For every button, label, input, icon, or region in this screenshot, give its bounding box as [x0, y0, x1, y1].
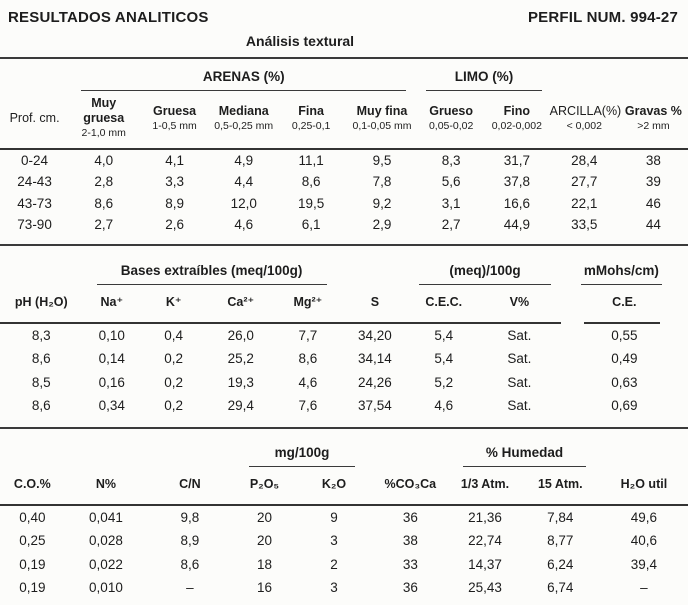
table-cell: 0,25	[19, 533, 46, 548]
table-cell: 8,6	[301, 174, 321, 189]
group-spacer	[0, 246, 83, 285]
table-cell: 14,37	[468, 556, 502, 572]
table-cell: 2,7	[94, 217, 114, 232]
table-cell: 19,3	[227, 374, 254, 390]
table-cell: 12,0	[230, 195, 257, 211]
chemical-analysis-table	[0, 246, 688, 418]
col-header-cn: C/N	[147, 467, 232, 506]
table-cell: 37,54	[358, 398, 392, 413]
table-cell: 0,63	[611, 374, 638, 390]
group-bases-extraibles	[83, 246, 341, 285]
table-cell: 5,2	[434, 374, 454, 390]
table-cell: 11,1	[298, 152, 324, 168]
table-row	[0, 530, 688, 554]
table-cell: Sat.	[507, 398, 532, 413]
col-header-s: S	[341, 285, 410, 324]
table-cell: 26,0	[227, 327, 254, 343]
table-cell: 4,6	[434, 398, 454, 413]
table-cell: 0,19	[19, 556, 46, 572]
group-limo-label: LIMO (%)	[426, 68, 541, 91]
table-cell: 20	[256, 533, 273, 548]
table-cell: 0,010	[89, 580, 123, 595]
group-spacer	[550, 59, 619, 91]
col-header-grueso: Grueso 0,05-0,02	[418, 91, 484, 150]
table-row	[0, 215, 688, 237]
table-cell: 0,2	[164, 351, 184, 366]
group-limo	[418, 59, 549, 91]
group-spacer	[371, 429, 449, 467]
col-header-h2o-util: H₂O util	[600, 467, 688, 506]
table-row	[0, 506, 688, 530]
table-cell: 0,028	[89, 533, 123, 548]
table-cell: 8,3	[441, 152, 461, 168]
table-cell: 37,8	[503, 174, 530, 189]
section-subtitle: Análisis textural	[245, 33, 355, 49]
table-cell: 39,4	[630, 556, 658, 572]
table-cell: 8,3	[31, 327, 51, 343]
table-cell: 0,10	[98, 327, 125, 343]
table3-body	[0, 506, 688, 600]
col-header-muy-gruesa: Muy gruesa 2-1,0 mm	[69, 91, 138, 150]
page-title: RESULTADOS ANALITICOS	[8, 9, 209, 26]
table-cell: 24-43	[17, 174, 52, 189]
table-cell: 38	[402, 533, 418, 548]
table-cell: 73-90	[17, 217, 52, 232]
table-cell: 29,4	[227, 398, 254, 413]
table-cell: 6,24	[547, 556, 574, 572]
table-cell: 8,6	[31, 398, 51, 413]
table-cell: 34,14	[358, 351, 392, 366]
table-cell: 0,69	[611, 398, 638, 413]
table-cell: 4,0	[94, 152, 114, 168]
table-cell: 43-73	[17, 195, 52, 211]
table-cell: 7,7	[298, 327, 318, 343]
table-cell: 0,022	[89, 556, 123, 572]
table-cell: 0,14	[98, 351, 125, 366]
table-row	[0, 324, 688, 348]
table-cell: 19,5	[297, 195, 325, 211]
col-header-ph: pH (H₂O)	[0, 285, 83, 324]
table-cell: 22,1	[571, 195, 598, 211]
col-header-ce: C.E.	[561, 285, 688, 324]
table-cell: 40,6	[630, 533, 658, 548]
table3-group-row	[0, 429, 688, 467]
table-cell: 20	[256, 509, 273, 525]
table-cell: 3,1	[441, 195, 461, 211]
table-cell: 0,49	[611, 351, 638, 366]
table-cell: 6,1	[301, 217, 321, 232]
table-cell: 8,6	[94, 195, 114, 211]
col-header-muy-fina: Muy fina 0,1-0,05 mm	[346, 91, 419, 150]
table-cell: 34,20	[358, 327, 392, 343]
col-header-fino: Fino 0,02-0,002	[484, 91, 550, 150]
col-header-fina: Fina 0,25-0,1	[277, 91, 346, 150]
table1-group-row	[0, 59, 688, 91]
table-cell: 39	[645, 174, 661, 189]
table-cell: 0,55	[611, 327, 638, 343]
table2-body	[0, 324, 688, 418]
table-row	[0, 395, 688, 419]
table-cell: 0,16	[98, 374, 125, 390]
group-mmohs	[561, 246, 688, 285]
col-header-gravas: Gravas % >2 mm	[619, 91, 688, 150]
table-row	[0, 150, 688, 172]
table-cell: 6,74	[547, 580, 574, 595]
table-cell: 7,84	[547, 509, 574, 525]
table-cell: 2,7	[441, 217, 461, 232]
col-header-k2o: K₂O	[296, 467, 371, 506]
table-cell: 8,9	[180, 533, 200, 548]
table-cell: 3	[330, 533, 338, 548]
table-cell: 0,2	[164, 398, 184, 413]
header-row	[0, 9, 688, 27]
table-cell: 0,19	[19, 580, 46, 595]
table1-body	[0, 150, 688, 236]
group-spacer	[341, 246, 410, 285]
table-cell: 4,1	[165, 152, 184, 168]
table-cell: Sat.	[507, 351, 532, 366]
table-cell: 8,6	[31, 351, 51, 366]
table2-header-row	[0, 285, 688, 324]
table-cell: 7,6	[298, 398, 318, 413]
table-cell: 2	[330, 556, 338, 572]
group-humedad-label: % Humedad	[463, 444, 586, 467]
table-cell: 3	[330, 580, 338, 595]
table-cell: 0-24	[21, 152, 49, 168]
table-cell: –	[186, 580, 194, 595]
table-cell: 33,5	[571, 217, 598, 232]
table-row	[0, 371, 688, 395]
table-row	[0, 577, 688, 601]
col-header-n: N%	[65, 467, 148, 506]
col-header-na: Na⁺	[83, 285, 141, 324]
group-spacer	[147, 429, 232, 467]
table-cell: Sat.	[507, 374, 532, 390]
table-cell: 9,2	[372, 195, 392, 211]
table-cell: 46	[645, 195, 661, 211]
table-cell: 4,4	[234, 174, 254, 189]
table-cell: 2,9	[372, 217, 392, 232]
table-cell: 8,9	[165, 195, 184, 211]
table-cell: 44,9	[503, 217, 530, 232]
col-header-p2o5: P₂O₅	[233, 467, 297, 506]
table-cell: Sat.	[507, 327, 532, 343]
col-header-arcilla: ARCILLA(%) < 0,002	[550, 91, 619, 150]
table-cell: 31,7	[503, 152, 530, 168]
table-cell: 33	[402, 556, 418, 572]
col-header-atm13: 1/3 Atm.	[449, 467, 521, 506]
group-spacer	[0, 429, 65, 467]
col-header-cec: C.E.C.	[409, 285, 478, 324]
group-arenas-label: ARENAS (%)	[81, 68, 406, 91]
group-spacer	[619, 59, 688, 91]
col-header-atm15: 15 Atm.	[521, 467, 600, 506]
table-cell: 16	[256, 580, 273, 595]
col-header-gruesa: Gruesa 1-0,5 mm	[138, 91, 211, 150]
group-humedad	[449, 429, 600, 467]
table-cell: 0,4	[164, 327, 184, 343]
group-spacer	[600, 429, 688, 467]
table-cell: –	[640, 580, 648, 595]
col-header-mediana: Mediana 0,5-0,25 mm	[211, 91, 277, 150]
table-cell: 9	[330, 509, 338, 525]
table-cell: 25,2	[227, 351, 254, 366]
col-header-co3ca: %CO₃Ca	[371, 467, 449, 506]
textural-analysis-table	[0, 59, 688, 236]
nutrients-humidity-table	[0, 429, 688, 600]
table-cell: 4,6	[234, 217, 254, 232]
table-cell: 5,4	[434, 327, 454, 343]
table-row	[0, 348, 688, 372]
group-spacer	[65, 429, 148, 467]
table-cell: 24,26	[358, 374, 392, 390]
group-arenas	[69, 59, 418, 91]
group-meq-100g	[409, 246, 560, 285]
group-meq-label: (meq)/100g	[419, 262, 550, 285]
profile-number: PERFIL NUM. 994-27	[527, 9, 678, 26]
table-cell: 18	[256, 556, 273, 572]
col-header-co: C.O.%	[0, 467, 65, 506]
table-cell: 9,8	[180, 509, 200, 525]
table-cell: 4,6	[298, 374, 318, 390]
table-cell: 21,36	[468, 509, 502, 525]
table-cell: 3,3	[165, 174, 184, 189]
table-row	[0, 172, 688, 194]
col-header-prof: Prof. cm.	[0, 91, 69, 150]
table-cell: 36	[402, 509, 418, 525]
table-cell: 0,34	[98, 398, 125, 413]
col-header-ca: Ca²⁺	[206, 285, 275, 324]
table3-header-row	[0, 467, 688, 506]
group-mmohs-label: mMohs/cm)	[581, 262, 662, 285]
table-cell: 0,2	[164, 374, 184, 390]
table-cell: 44	[645, 217, 661, 232]
table-cell: 22,74	[468, 533, 502, 548]
table-cell: 0,041	[89, 509, 123, 525]
table-cell: 8,5	[31, 374, 51, 390]
table-cell: 25,43	[468, 580, 502, 595]
table-cell: 36	[402, 580, 418, 595]
table-cell: 8,77	[547, 533, 574, 548]
group-mg-label: mg/100g	[249, 444, 356, 467]
table-cell: 2,6	[165, 217, 184, 232]
col-header-v: V%	[478, 285, 561, 324]
col-header-k: K⁺	[141, 285, 206, 324]
table-cell: 5,6	[441, 174, 461, 189]
table1-header-row	[0, 91, 688, 150]
table-row	[0, 553, 688, 577]
table-cell: 38	[645, 152, 661, 168]
group-spacer	[0, 59, 69, 91]
table-cell: 7,8	[372, 174, 392, 189]
table-cell: 28,4	[571, 152, 598, 168]
table2-group-row	[0, 246, 688, 285]
table-cell: 9,5	[372, 152, 392, 168]
col-header-mg: Mg²⁺	[275, 285, 340, 324]
group-bases-label: Bases extraíbles (meq/100g)	[97, 262, 327, 285]
table-cell: 8,6	[298, 351, 318, 366]
table-cell: 4,9	[234, 152, 254, 168]
table-cell: 8,6	[180, 556, 200, 572]
table-cell: 2,8	[94, 174, 114, 189]
table-cell: 0,40	[19, 509, 46, 525]
table-cell: 5,4	[434, 351, 454, 366]
table-cell: 16,6	[503, 195, 530, 211]
group-mg-100g	[233, 429, 372, 467]
table-row	[0, 193, 688, 215]
table-cell: 49,6	[630, 509, 658, 525]
table-cell: 27,7	[571, 174, 598, 189]
